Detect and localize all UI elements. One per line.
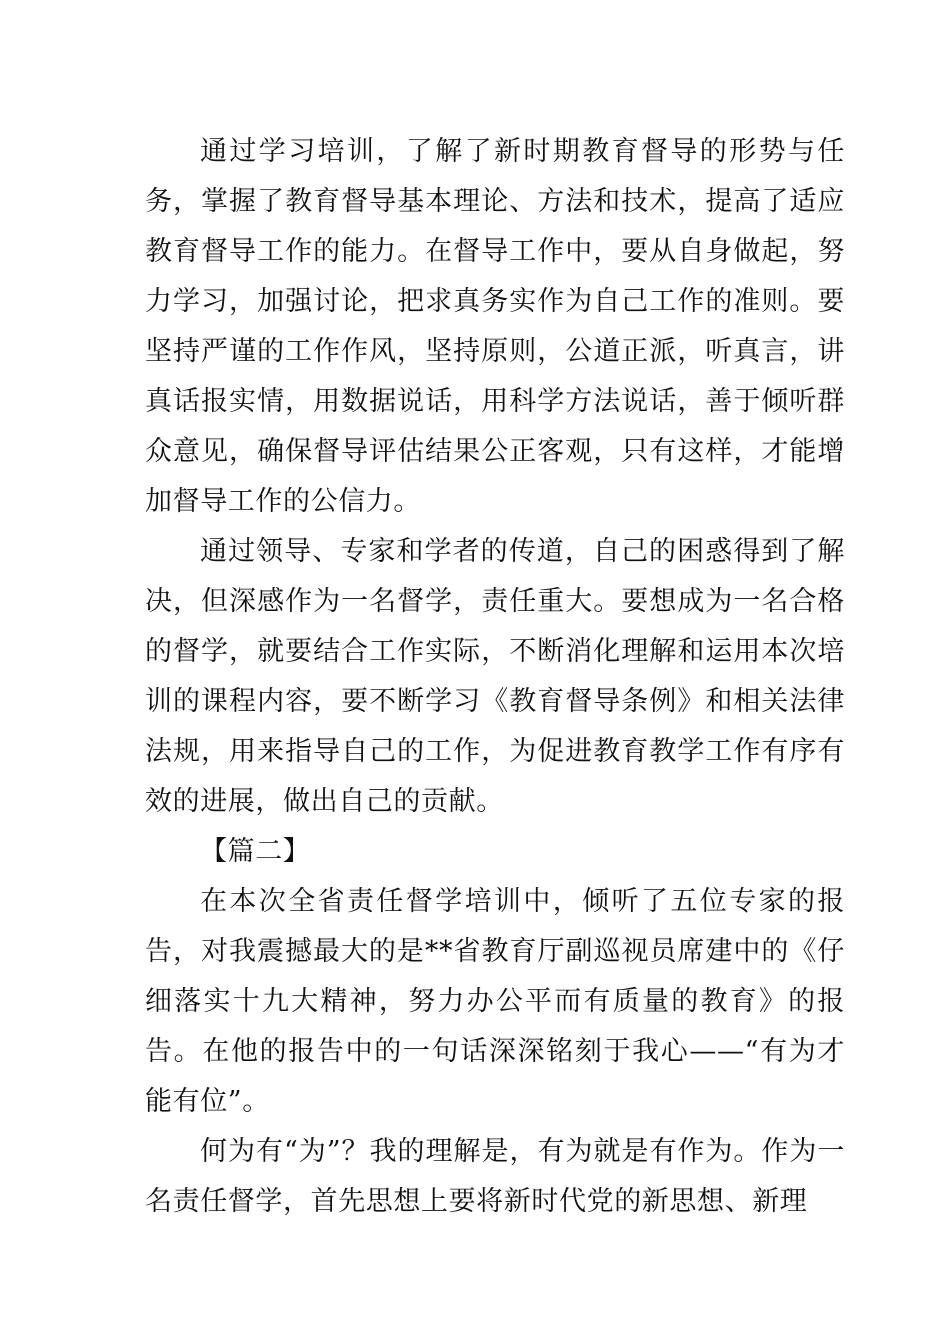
paragraph-meaning-of-action: 何为有“为”？我的理解是，有为就是有作为。作为一名责任督学，首先思想上要将新时代党的新思想、新理 — [145, 1136, 845, 1217]
document-body — [145, 127, 845, 1227]
paragraph-responsibility: 通过领导、专家和学者的传道，自己的困惑得到了解决，但深感作为一名督学，责任重大。要想成为一名合格的督学，就要结合工作实际，不断消化理解和运用本次培训的课程内容，要不断学习《教育督导条例》和相关法律法规，用来指导自己的工作，为促进教育教学工作有序有效的进展，做出自己的贡献。 — [145, 536, 845, 817]
paragraph-study-training: 通过学习培训，了解了新时期教育督导的形势与任务，掌握了教育督导基本理论、方法和技术，提高了适应教育督导工作的能力。在督导工作中，要从自身做起，努力学习，加强讨论，把求真务实作为自己工作的准则。要坚持严谨的工作作风，坚持原则，公道正派，听真言，讲真话报实情，用数据说话，用科学方法说话，善于倾听群众意见，确保督导评估结果公正客观，只有这样，才能增加督导工作的公信力。 — [145, 136, 845, 517]
section-heading-part-two: 【篇二】 — [200, 836, 311, 867]
paragraph-training-report: 在本次全省责任督学培训中，倾听了五位专家的报告，对我震撼最大的是**省教育厅副巡视员席建中的《仔细落实十九大精神，努力办公平而有质量的教育》的报告。在他的报告中的一句话深深铭刻于我心——“有为才能有位”。 — [145, 886, 845, 1117]
